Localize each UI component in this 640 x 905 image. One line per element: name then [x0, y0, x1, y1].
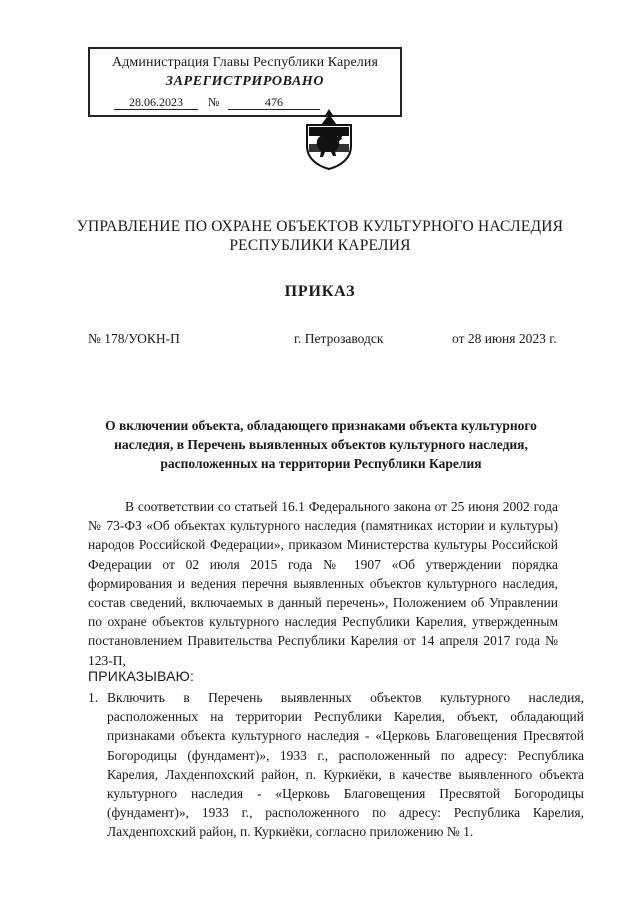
issue-date: от 28 июня 2023 г.: [452, 331, 557, 346]
order-subject: О включении объекта, обладающего признаками объекта культурного наследия, в Перечень выявленных объектов культурного наследия, расположенных на территории Республики Карелия: [105, 418, 537, 471]
coat-of-arms-icon: [303, 108, 355, 170]
stamp-number-label: №: [208, 95, 220, 109]
stamp-authority: Администрация Главы Республики Карелия: [112, 55, 378, 70]
order-number: № 178/УОКН-П: [88, 331, 180, 346]
preamble-paragraph: В соответствии со статьей 16.1 Федерального закона от 25 июня 2002 года № 73-ФЗ «Об объектах культурного наследия (памятниках истории и культуры) народов Российской Федерации», приказом Министерства культуры Российской Федерации от 02 июля 2015 года № 1907 «Об утверждении порядка формирования и ведения перечня выявленных объектов культурного наследия, состав сведений, включаемых в данный перечень», Положением об Управлении по охране объектов культурного наследия Республики Карелия, утвержденным постановлением Правительства Республики Карелия от 14 апреля 2017 года № 123-П,: [88, 499, 558, 668]
item-number: 1.: [88, 690, 99, 705]
order-directive: ПРИКАЗЫВАЮ:: [88, 668, 195, 684]
document-type: ПРИКАЗ: [284, 283, 356, 300]
stamp-registered: ЗАРЕГИСТРИРОВАНО: [165, 74, 325, 89]
issue-city: г. Петрозаводск: [294, 331, 384, 346]
stamp-number: 476: [228, 95, 320, 110]
agency-title-line2: РЕСПУБЛИКИ КАРЕЛИЯ: [229, 237, 411, 254]
registration-stamp: [88, 47, 402, 117]
stamp-date: 28.06.2023: [114, 95, 198, 110]
item-text: Включить в Перечень выявленных объектов культурного наследия, расположенных на территории Республики Карелия, объект, обладающий признаками объекта культурного наследия - «Церковь Благовещения Пресвятой Богородицы (фундамент)», 1933 г., расположенный по адресу: Республика Карелия, Лахденпохский район, п. Куркиёки, в качестве выявленного объекта культурного наследия - «Церковь Благовещения Пресвятой Богородицы (фундамент)», 1933 г., расположенного по адресу: Республика Карелия, Лахденпохский район, п. Куркиёки, согласно приложению № 1.: [107, 690, 584, 840]
agency-title-line1: УПРАВЛЕНИЕ ПО ОХРАНЕ ОБЪЕКТОВ КУЛЬТУРНОГО НАСЛЕДИЯ: [76, 218, 564, 235]
